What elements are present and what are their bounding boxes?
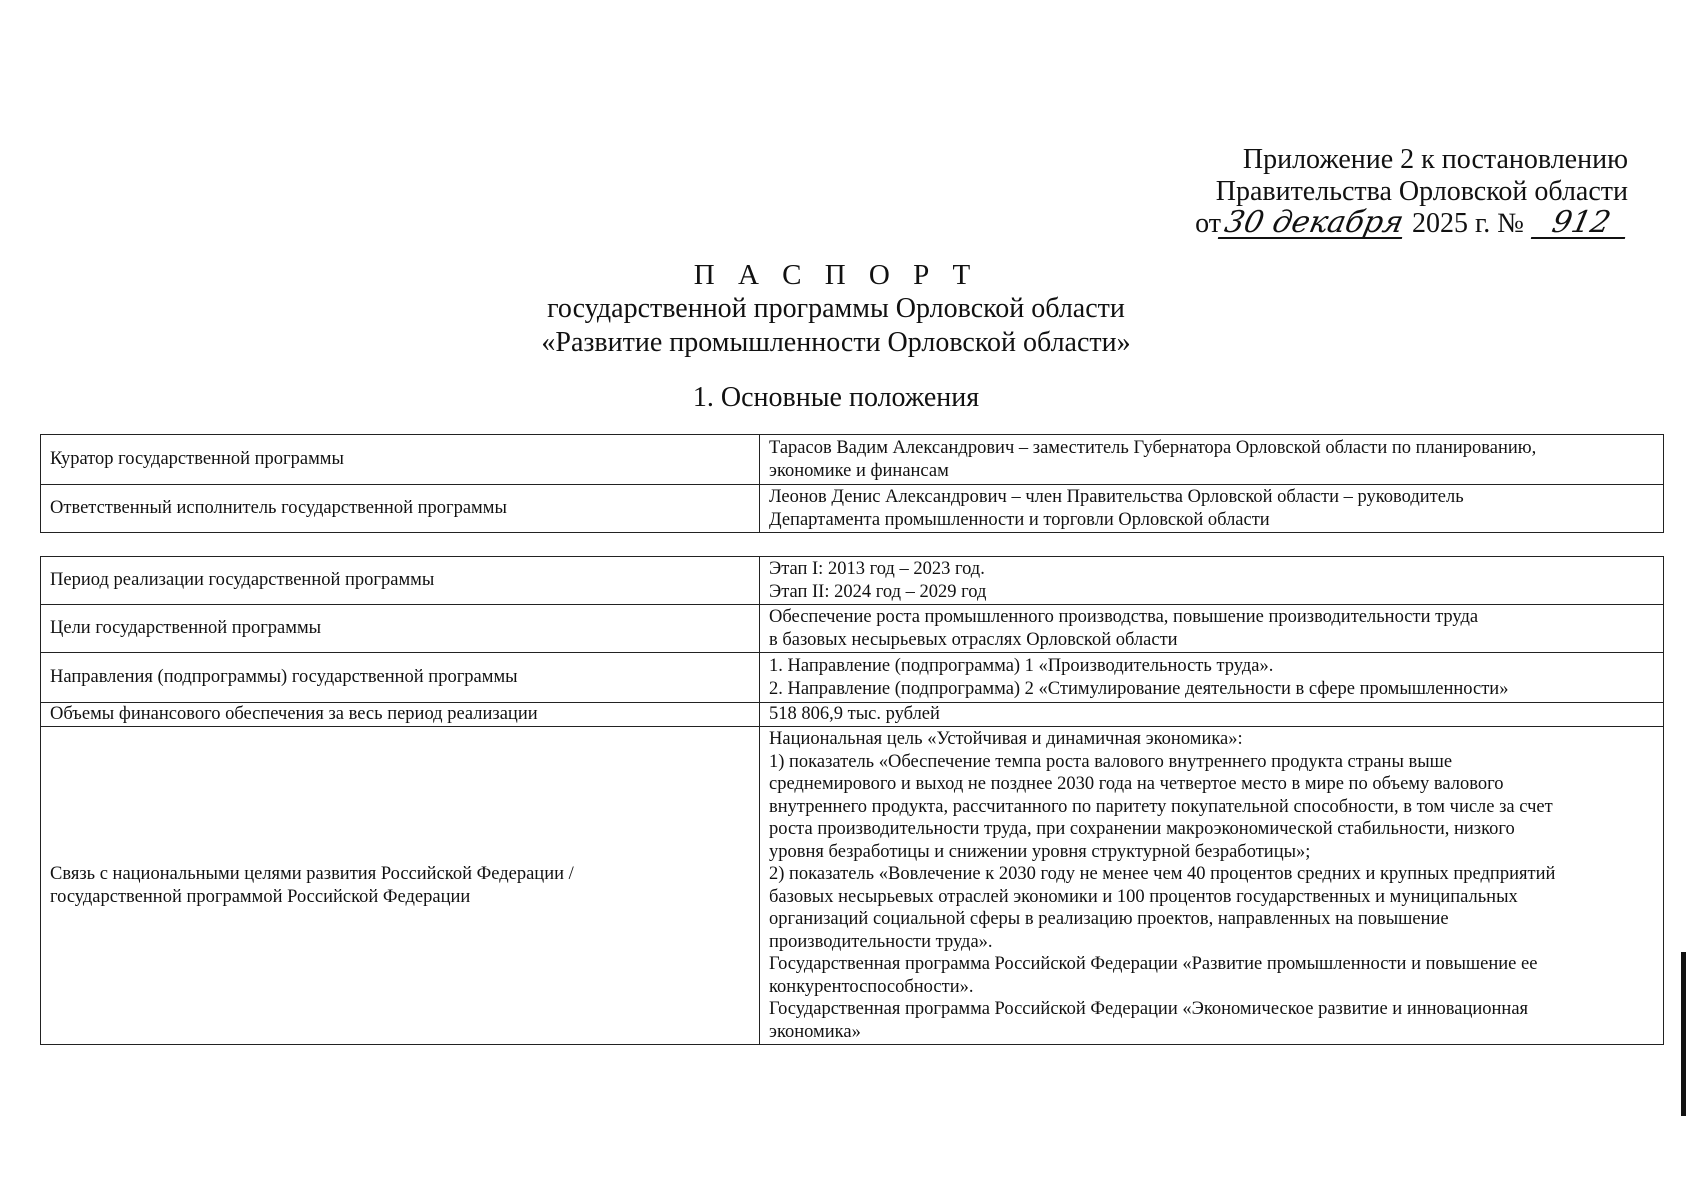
- appendix-line-1: Приложение 2 к постановлению: [1242, 144, 1628, 175]
- table-row: [41, 435, 1664, 485]
- row-value: 518 806,9 тыс. рублей: [760, 703, 1664, 727]
- handwritten-date: 30 декабря: [1218, 209, 1408, 239]
- section-heading: 1. Основные положения: [692, 382, 980, 413]
- value-line: в базовых несырьевых отраслях Орловской области: [769, 629, 1178, 650]
- value-line: 2) показатель «Вовлечение к 2030 году не менее чем 40 процентов средних и крупных предприятий: [769, 864, 1556, 884]
- row-label: Ответственный исполнитель государственной программы: [41, 485, 760, 533]
- row-value: [760, 435, 1664, 485]
- value-line: среднемирового и выход не позднее 2030 года на четвертое место в мире по объему валового: [769, 774, 1504, 794]
- document-title: [0, 258, 1682, 360]
- year-number-label: 2025 г. №: [1411, 208, 1524, 239]
- appendix-line-2: Правительства Орловской области: [1215, 176, 1628, 207]
- value-line: 1. Направление (подпрограмма) 1 «Производительность труда».: [769, 656, 1274, 676]
- scan-edge-mark: [1681, 952, 1686, 1116]
- value-line: Департамента промышленности и торговли Орловской области: [769, 509, 1270, 530]
- row-label: Объемы финансового обеспечения за весь период реализации: [41, 703, 760, 727]
- row-label: Куратор государственной программы: [41, 435, 760, 485]
- row-value: [760, 653, 1664, 703]
- value-line: 2. Направление (подпрограмма) 2 «Стимулирование деятельности в сфере промышленности»: [769, 678, 1509, 699]
- value-line: роста производительности труда, при сохранении макроэкономической стабильности, низкого: [769, 819, 1515, 839]
- label-line: Связь с национальными целями развития Российской Федерации /: [50, 864, 574, 884]
- value-line: Государственная программа Российской Федерации «Экономическое развитие и инновационная: [769, 999, 1529, 1019]
- title-program-name: «Развитие промышленности Орловской области»: [541, 327, 1131, 358]
- row-value: [760, 727, 1664, 1045]
- row-label: Направления (подпрограммы) государственной программы: [41, 653, 760, 703]
- row-value: [760, 485, 1664, 533]
- table-row: [41, 653, 1664, 703]
- row-value: [760, 605, 1664, 653]
- value-line: конкурентоспособности».: [769, 976, 974, 997]
- table-row: [41, 727, 1664, 1045]
- title-passport: П А С П О Р Т: [693, 259, 979, 291]
- passport-table-2: [40, 556, 1664, 1045]
- value-line: Национальная цель «Устойчивая и динамичная экономика»:: [769, 729, 1243, 749]
- row-label: Цели государственной программы: [41, 605, 760, 653]
- value-line: экономика»: [769, 1021, 861, 1042]
- value-line: внутреннего продукта, рассчитанного по паритету покупательной способности, в том числе за счет: [769, 796, 1553, 817]
- value-line: базовых несырьевых отраслей экономики и 100 процентов государственных и муниципальных: [769, 886, 1518, 907]
- row-value: [760, 557, 1664, 605]
- value-line: Этап II: 2024 год – 2029 год: [769, 581, 987, 602]
- title-program: государственной программы Орловской области: [547, 293, 1125, 324]
- value-line: Государственная программа Российской Федерации «Развитие промышленности и повышение ее: [769, 954, 1538, 974]
- table-row: [41, 703, 1664, 727]
- row-label: [41, 727, 760, 1045]
- value-line: Тарасов Вадим Александрович – заместитель Губернатора Орловской области по планированию,: [769, 438, 1537, 458]
- table-row: [41, 605, 1664, 653]
- value-line: уровня безработицы и снижении уровня структурной безработицы»;: [769, 841, 1311, 862]
- handwritten-number: 912: [1531, 209, 1631, 239]
- row-label: Период реализации государственной программы: [41, 557, 760, 605]
- appendix-header: [1188, 144, 1628, 240]
- value-line: производительности труда».: [769, 931, 993, 952]
- appendix-line-3: [1188, 205, 1628, 240]
- value-line: Обеспечение роста промышленного производства, повышение производительности труда: [769, 607, 1479, 627]
- label-line: государственной программой Российской Федерации: [50, 886, 471, 907]
- table-row: [41, 485, 1664, 533]
- value-line: организаций социальной сферы в реализацию проектов, направленных на повышение: [769, 909, 1449, 929]
- value-line: Леонов Денис Александрович – член Правительства Орловской области – руководитель: [769, 487, 1464, 507]
- date-prefix: от: [1195, 208, 1221, 239]
- passport-table-1: [40, 434, 1664, 533]
- value-line: 1) показатель «Обеспечение темпа роста валового внутреннего продукта страны выше: [769, 751, 1453, 772]
- value-line: экономике и финансам: [769, 460, 949, 481]
- table-row: [41, 557, 1664, 605]
- value-line: Этап I: 2013 год – 2023 год.: [769, 559, 985, 579]
